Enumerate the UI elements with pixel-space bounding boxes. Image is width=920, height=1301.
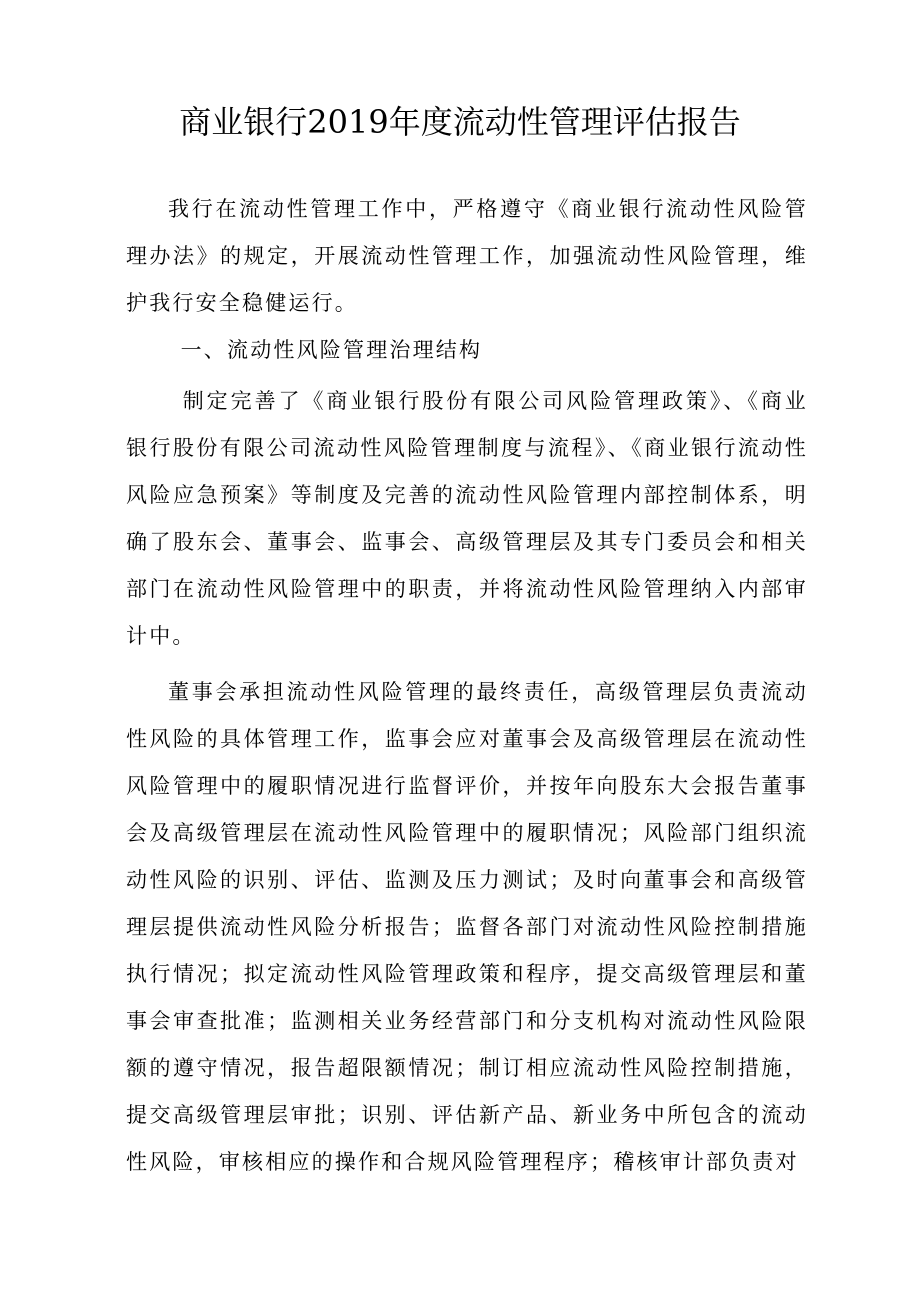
responsibility-paragraph: 董事会承担流动性风险管理的最终责任，高级管理层负责流动性风险的具体管理工作，监事会应对董事会及高级管理层在流动性风险管理中的履职情况进行监督评价，并按年向股东大会报告董事会及高级管理层在流动性风险管理中的履职情况；风险部门组织流动性风险的识别、评估、监测及压力测试；及时向董事会和高级管理层提供流动性风险分析报告；监督各部门对流动性风险控制措施执行情况；拟定流动性风险管理政策和程序，提交高级管理层和董事会审查批准；监测相关业务经营部门和分支机构对流动性风险限额的遵守情况，报告超限额情况；制订相应流动性风险控制措施，提交高级管理层审批；识别、评估新产品、新业务中所包含的流动性风险，审核相应的操作和合规风险管理程序；稽核审计部负责对 <box>126 680 808 1174</box>
policy-paragraph: 制定完善了《商业银行股份有限公司风险管理政策》、《商业银行股份有限公司流动性风险管理制度与流程》、《商业银行流动性风险应急预案》等制度及完善的流动性风险管理内部控制体系，明确了股东会、董事会、监事会、高级管理层及其专门委员会和相关部门在流动性风险管理中的职责，并将流动性风险管理纳入内部审计中。 <box>126 389 808 648</box>
intro-paragraph: 我行在流动性管理工作中，严格遵守《商业银行流动性风险管理办法》的规定，开展流动性管理工作，加强流动性风险管理，维护我行安全稳健运行。 <box>126 197 808 315</box>
document-body <box>126 186 808 1186</box>
section-heading: 一、流动性风险管理治理结构 <box>180 338 483 362</box>
document-title: 商业银行2019年度流动性管理评估报告 <box>179 103 741 141</box>
